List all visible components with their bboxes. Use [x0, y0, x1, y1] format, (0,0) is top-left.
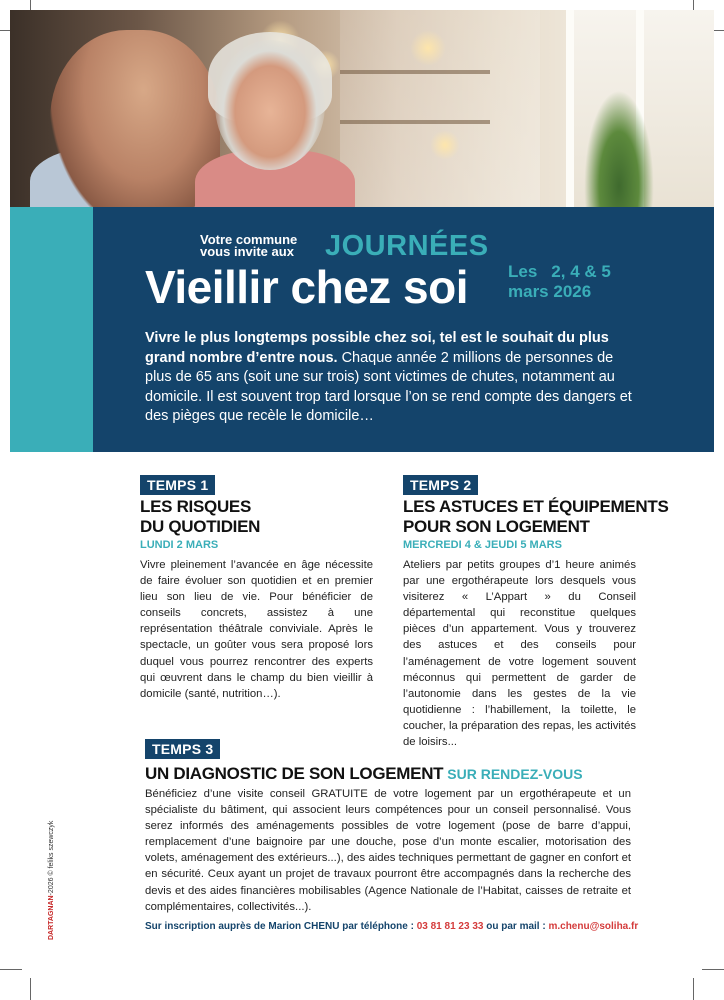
invite-line: Votre commune	[200, 232, 298, 247]
crop-mark	[0, 969, 22, 970]
dates-prefix: Les	[508, 262, 538, 281]
temps1-body: Vivre pleinement l’avancée en âge nécessite de faire évoluer son quotidien et en premier lieu son lieu de vie. Pour bénéficier de conseils concrets, assistez à une représentation théâtrale conviviale. Après le spectacle, un goûter vous sera proposé lors duquel vous pourrez rencontrer des experts qui œuvrent dans le champ du bien vieillir à domicile (santé, nutrition…).	[140, 559, 373, 700]
photo-window-frame	[566, 10, 574, 207]
temps2-heading	[403, 497, 669, 537]
temps2-date: MERCREDI 4 & JEUDI 5 MARS	[403, 539, 562, 551]
accent-bar	[10, 207, 93, 452]
invite-line: vous invite aux	[200, 244, 294, 259]
dates-month: mars 2026	[508, 282, 592, 301]
temps3-heading-text: UN DIAGNOSTIC DE SON LOGEMENT	[145, 764, 444, 783]
temps3-heading	[145, 764, 583, 784]
temps1-date: LUNDI 2 MARS	[140, 539, 219, 551]
page-title: Vieillir chez soi	[145, 261, 469, 313]
dates-days: 2, 4 & 5	[551, 262, 611, 281]
contact-phone[interactable]: 03 81 81 23 33	[416, 921, 484, 932]
photo-credit	[48, 821, 55, 940]
photo-light	[430, 130, 460, 160]
invite-text	[200, 234, 297, 258]
temps2-body: Ateliers par petits groupes d’1 heure animés par une ergothérapeute lors desquels vous visiterez « L’Appart » du Conseil départemental qui reconstitue quelques pièces d’un appartement. Vous y trouverez des astuces et des conseils pour l’aménagement de votre logement souvent méconnus qui permettent de garder de l’autonomie dans les gestes de la vie quotidienne : l’habillement, la toilette, le coucher, la préparation des repas, les activités de loisirs...	[403, 559, 636, 749]
photo-woman	[215, 40, 325, 170]
temps3-subheading: SUR RENDEZ-VOUS	[447, 766, 583, 782]
credit-year: -2026	[48, 877, 55, 896]
temps1-heading	[140, 497, 260, 537]
temps2-heading-line: LES ASTUCES ET ÉQUIPEMENTS	[403, 497, 669, 516]
crop-mark	[702, 969, 724, 970]
contact-email[interactable]: m.chenu@soliha.fr	[548, 921, 639, 932]
crop-mark	[30, 978, 31, 1000]
temps3-body: Bénéficiez d’une visite conseil GRATUITE de votre logement par un ergothérapeute et un spécialiste du bâtiment, qui associent leurs compétences pour un conseil personnalisé. Vous serez informés des aménagements possibles de votre logement (pose de barre d’appui, remplacement d’une baignoire par une douche, pose d’un monte escalier, motorisation des volets, aménagement des extérieurs...), des aides techniques permettant de gagner en confort et en sécurité. Ceux ayant un projet de travaux pourront être accompagnés dans la recherche des devis et des aides financières mobilisables (Agence Nationale de l’Habitat, caisses de retraite et complémentaires, collectivités...).	[145, 788, 631, 913]
temps2-tag: TEMPS 2	[403, 475, 478, 495]
credit-brand: DARTAGNAN	[48, 895, 55, 940]
temps1-tag: TEMPS 1	[140, 475, 215, 495]
contact-prefix: Sur inscription auprès de Marion CHENU par téléphone :	[145, 921, 417, 932]
crop-mark	[693, 978, 694, 1000]
photo-shelf-board	[340, 70, 490, 74]
credit-photo: © feliks szewczyk	[48, 820, 55, 878]
intro-text: Chaque année 2 millions de personnes de plus de 65 ans (soit une sur trois) sont victimes de chutes, notamment au domicile. Il est souvent trop tard lorsque l’on se rend compte des dangers et des pièges que recèle le domicile…	[145, 349, 632, 424]
temps3-tag: TEMPS 3	[145, 739, 220, 759]
photo-plant	[584, 90, 654, 207]
intro-bold: Vivre le plus longtemps possible chez soi, tel est le souhait du plus grand nombre d’entre nous.	[145, 330, 609, 366]
photo-shelf-board	[340, 120, 490, 124]
contact-middle: ou par mail :	[483, 921, 549, 932]
contact-line	[145, 921, 638, 932]
photo-light	[410, 30, 446, 66]
event-dates	[508, 262, 611, 302]
journees-label: JOURNÉES	[325, 230, 489, 262]
temps1-heading-line: DU QUOTIDIEN	[140, 517, 261, 536]
hero-photo	[10, 10, 714, 207]
intro-paragraph	[145, 329, 640, 427]
temps2-heading-line: POUR SON LOGEMENT	[403, 517, 590, 536]
temps1-heading-line: LES RISQUES	[140, 497, 252, 516]
